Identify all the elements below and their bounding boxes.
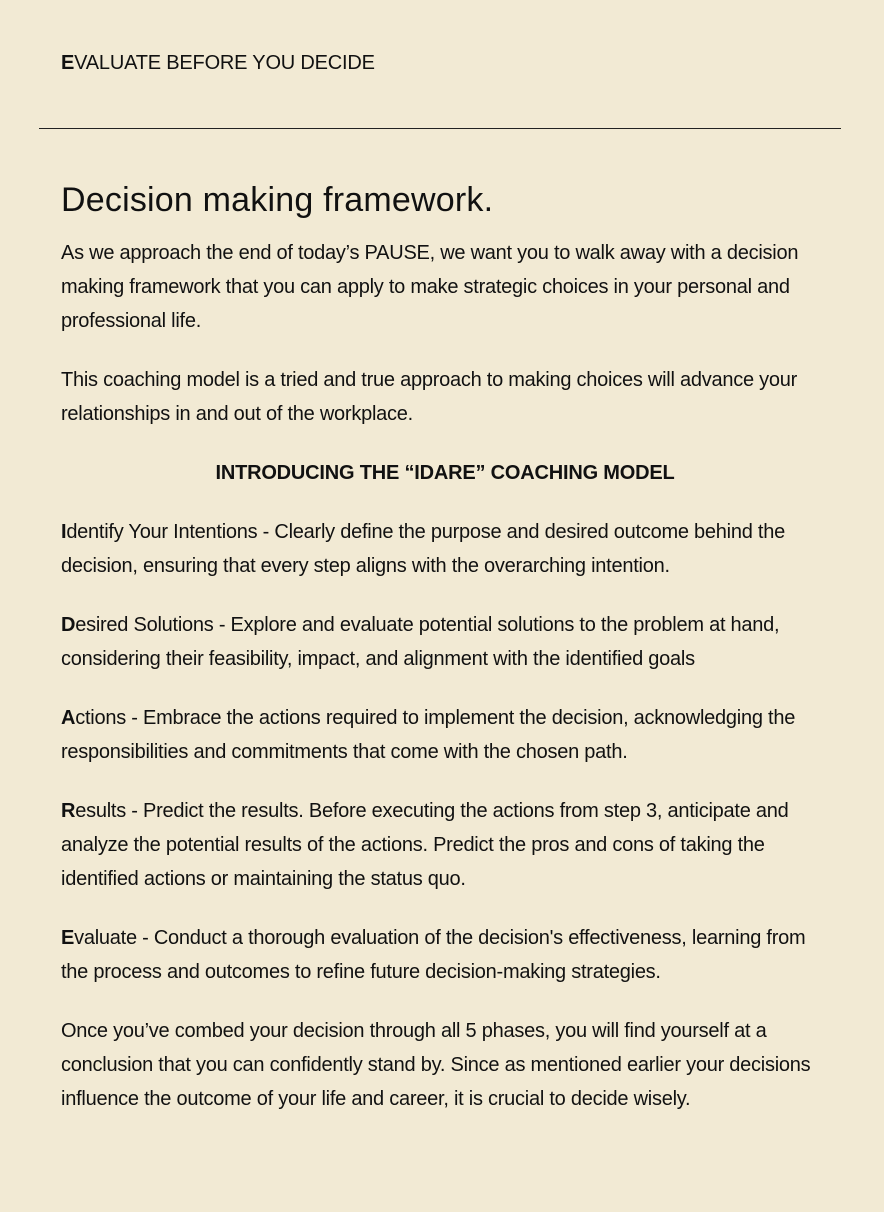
model-heading: INTRODUCING THE “IDARE” COACHING MODEL	[215, 462, 675, 484]
conclusion-paragraph: Once you’ve combed your decision through all 5 phases, you will find yourself at a conclusion that you can confidently stand by. Since as mentioned earlier your decisions influence the outcome of your life and career, it is crucial to decide wisely.	[61, 1020, 811, 1110]
intro-paragraph: This coaching model is a tried and true approach to making choices will advance your relationships in and out of the workplace.	[61, 369, 798, 425]
step-results	[61, 794, 829, 896]
step-text: esults - Predict the results. Before executing the actions from step 3, anticipate and analyze the potential results of the actions. Predict the pros and cons of taking the identified actions or maintaining the status quo.	[61, 800, 789, 890]
step-letter: D	[61, 614, 76, 636]
step-letter: A	[61, 707, 76, 729]
article-body	[61, 178, 829, 1141]
step-text: valuate - Conduct a thorough evaluation of the decision's effectiveness, learning from the process and outcomes to refine future decision-making strategies.	[61, 927, 806, 983]
step-identify	[61, 515, 829, 583]
kicker-text: VALUATE BEFORE YOU DECIDE	[74, 52, 375, 74]
step-text: dentify Your Intentions - Clearly define the purpose and desired outcome behind the decision, ensuring that every step aligns with the overarching intention.	[61, 521, 785, 577]
step-letter: I	[61, 521, 67, 543]
step-desired	[61, 608, 829, 676]
step-letter: E	[61, 927, 75, 949]
divider	[39, 128, 841, 129]
page-title: Decision making framework.	[61, 181, 494, 219]
step-actions	[61, 701, 829, 769]
section-kicker	[61, 51, 375, 75]
step-text: esired Solutions - Explore and evaluate potential solutions to the problem at hand, considering their feasibility, impact, and alignment with the identified goals	[61, 614, 780, 670]
intro-paragraph: As we approach the end of today’s PAUSE, we want you to walk away with a decision making framework that you can apply to make strategic choices in your personal and professional life.	[61, 242, 799, 332]
kicker-initial: E	[61, 52, 75, 74]
step-evaluate	[61, 921, 829, 989]
step-letter: R	[61, 800, 76, 822]
step-text: ctions - Embrace the actions required to implement the decision, acknowledging the responsibilities and commitments that come with the chosen path.	[61, 707, 796, 763]
